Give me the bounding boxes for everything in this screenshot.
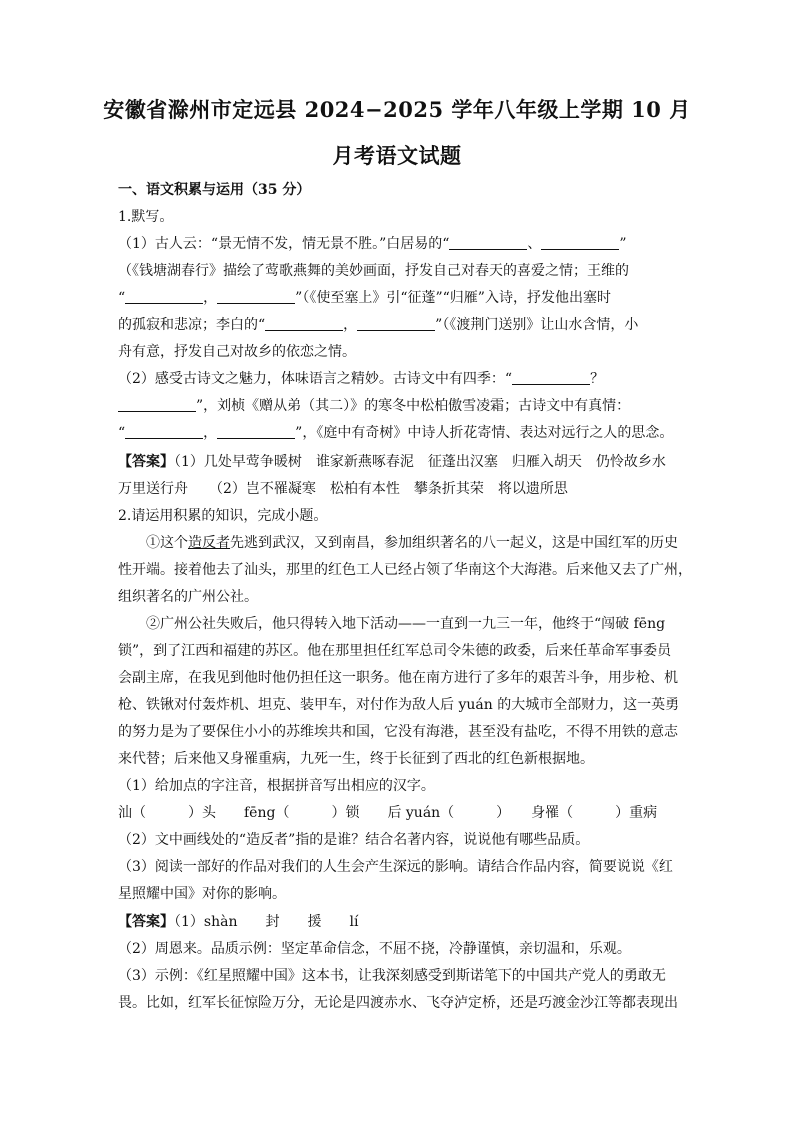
q2-sub-3-line-2: 星照耀中国》对你的影响。 <box>118 886 286 902</box>
answer-label: 【答案】 <box>118 914 174 930</box>
q1-line-1: （1）古人云：“景无情不发，情无景不胜。”白居易的“ 、 ” <box>118 236 627 252</box>
answer-2-line-4: 畏。比如，红军长征惊险万分，无论是四渡赤水、飞夺泸定桥，还是巧渡金沙江等都表现出 <box>118 995 678 1011</box>
q2-sub-3-line-1: （3）阅读一部好的作品对我们的人生会产生深远的影响。请结合作品内容，简要说说《红 <box>118 859 673 875</box>
q1-line-2: （《钱塘湖春行》描绘了莺歌燕舞的美妙画面，抒发自己对春天的喜爱之情；王维的 <box>118 263 629 279</box>
question-2-head: 2.请运用积累的知识，完成小题。 <box>118 508 328 524</box>
passage-p2-line-6: 来代替；后来他又身罹重病，九死一生，终于长征到了西北的红色新根据地。 <box>118 751 594 767</box>
answer-blank[interactable] <box>357 316 435 331</box>
doc-title-line1: 安徽省滁州市定远县 2024−2025 学年八年级上学期 10 月 <box>103 97 691 122</box>
passage-p2-line-3: 会副主席，在我见到他时他仍担任这一职务。他在南方进行了多年的艰苦斗争，用步枪、机 <box>118 670 678 686</box>
answer-blank[interactable] <box>265 316 343 331</box>
answer-1-line-1: 【答案】（1）几处早莺争暖树 谁家新燕啄春泥 征蓬出汉塞 归雁入胡天 仍怜故乡水 <box>118 454 666 470</box>
underlined-term: 造反者 <box>188 535 230 551</box>
passage-p2-line-1: ②广州公社失败后，他只得转入地下活动——一直到一九三一年，他终于“闯破 fēng <box>146 616 666 632</box>
answer-blank[interactable] <box>125 424 203 439</box>
passage-p1-line-1: ①这个造反者先逃到武汉，又到南昌，参加组织著名的八一起义，这是中国红军的历史 <box>146 535 678 551</box>
doc-title-line2: 月考语文试题 <box>332 143 462 168</box>
question-1-head: 1.默写。 <box>118 209 174 225</box>
q1-line-6: （2）感受古诗文之魅力，体味语言之精妙。古诗文中有四季：“ ？ <box>118 371 605 387</box>
answer-blank[interactable] <box>512 370 590 385</box>
passage-p1-line-3: 组织著名的广州公社。 <box>118 589 258 605</box>
passage-p2-line-2: 锁”，到了江西和福建的苏区。他在那里担任红军总司令朱德的政委，后来任革命军事委员 <box>118 643 672 659</box>
answer-label: 【答案】 <box>118 454 174 470</box>
q2-sub-1: （1）给加点的字注音，根据拼音写出相应的汉字。 <box>118 778 435 794</box>
answer-blank[interactable] <box>217 289 295 304</box>
answer-blank[interactable] <box>449 235 527 250</box>
q2-sub-2: （2）文中画线处的“造反者”指的是谁？结合名著内容，说说他有哪些品质。 <box>118 832 590 848</box>
passage-p2-line-4: 枪、铁锹对付轰炸机、坦克、装甲车，对付作为敌人后 yuán 的大城市全部财力，这一英勇 <box>118 697 680 713</box>
section-heading: 一、语文积累与运用（35 分） <box>118 182 311 198</box>
q1-line-8: “ ， ”，《庭中有奇树》中诗人折花寄情、表达对远行之人的思念。 <box>118 425 674 441</box>
answer-2-line-3: （3）示例：《红星照耀中国》这本书，让我深刻感受到斯诺笔下的中国共产党人的勇敢无 <box>118 968 666 984</box>
q1-line-7: ”，刘桢《赠从弟（其二）》的寒冬中松柏傲雪凌霜；古诗文中有真情： <box>118 396 680 416</box>
answer-2-line-2: （2）周恩来。品质示例：坚定革命信念，不屈不挠，冷静谨慎，亲切温和，乐观。 <box>118 941 631 957</box>
q1-line-4: 的孤寂和悲凉；李白的“ ， ”（《渡荆门送别》让山水含情，小 <box>118 317 639 333</box>
answer-1-line-2: 万里送行舟 （2）岂不罹凝寒 松柏有本性 攀条折其荣 将以遗所思 <box>118 481 568 497</box>
q1-line-5: 舟有意，抒发自己对故乡的依恋之情。 <box>118 344 356 360</box>
passage-p2-line-5: 的努力是为了要保住小小的苏维埃共和国，它没有海港，甚至没有盐吃，不得不用铁的意志 <box>118 724 678 740</box>
passage-p1-line-2: 性开端。接着他去了汕头，那里的红色工人已经占领了华南这个大海港。后来他又去了广州， <box>118 562 692 578</box>
answer-blank[interactable] <box>125 289 203 304</box>
q1-line-3: “ ， ”（《使至塞上》引“征蓬”“归雁”入诗，抒发他出塞时 <box>118 290 611 306</box>
answer-2-line-1: 【答案】（1）shàn 封 援 lí <box>118 914 359 930</box>
answer-blank[interactable] <box>541 235 619 250</box>
answer-blank[interactable] <box>118 397 196 412</box>
q2-fill-line: 汕（ ）头 fēng（ ）锁 后 yuán（ ） 身罹（ ）重病 <box>118 805 658 821</box>
answer-blank[interactable] <box>217 424 295 439</box>
